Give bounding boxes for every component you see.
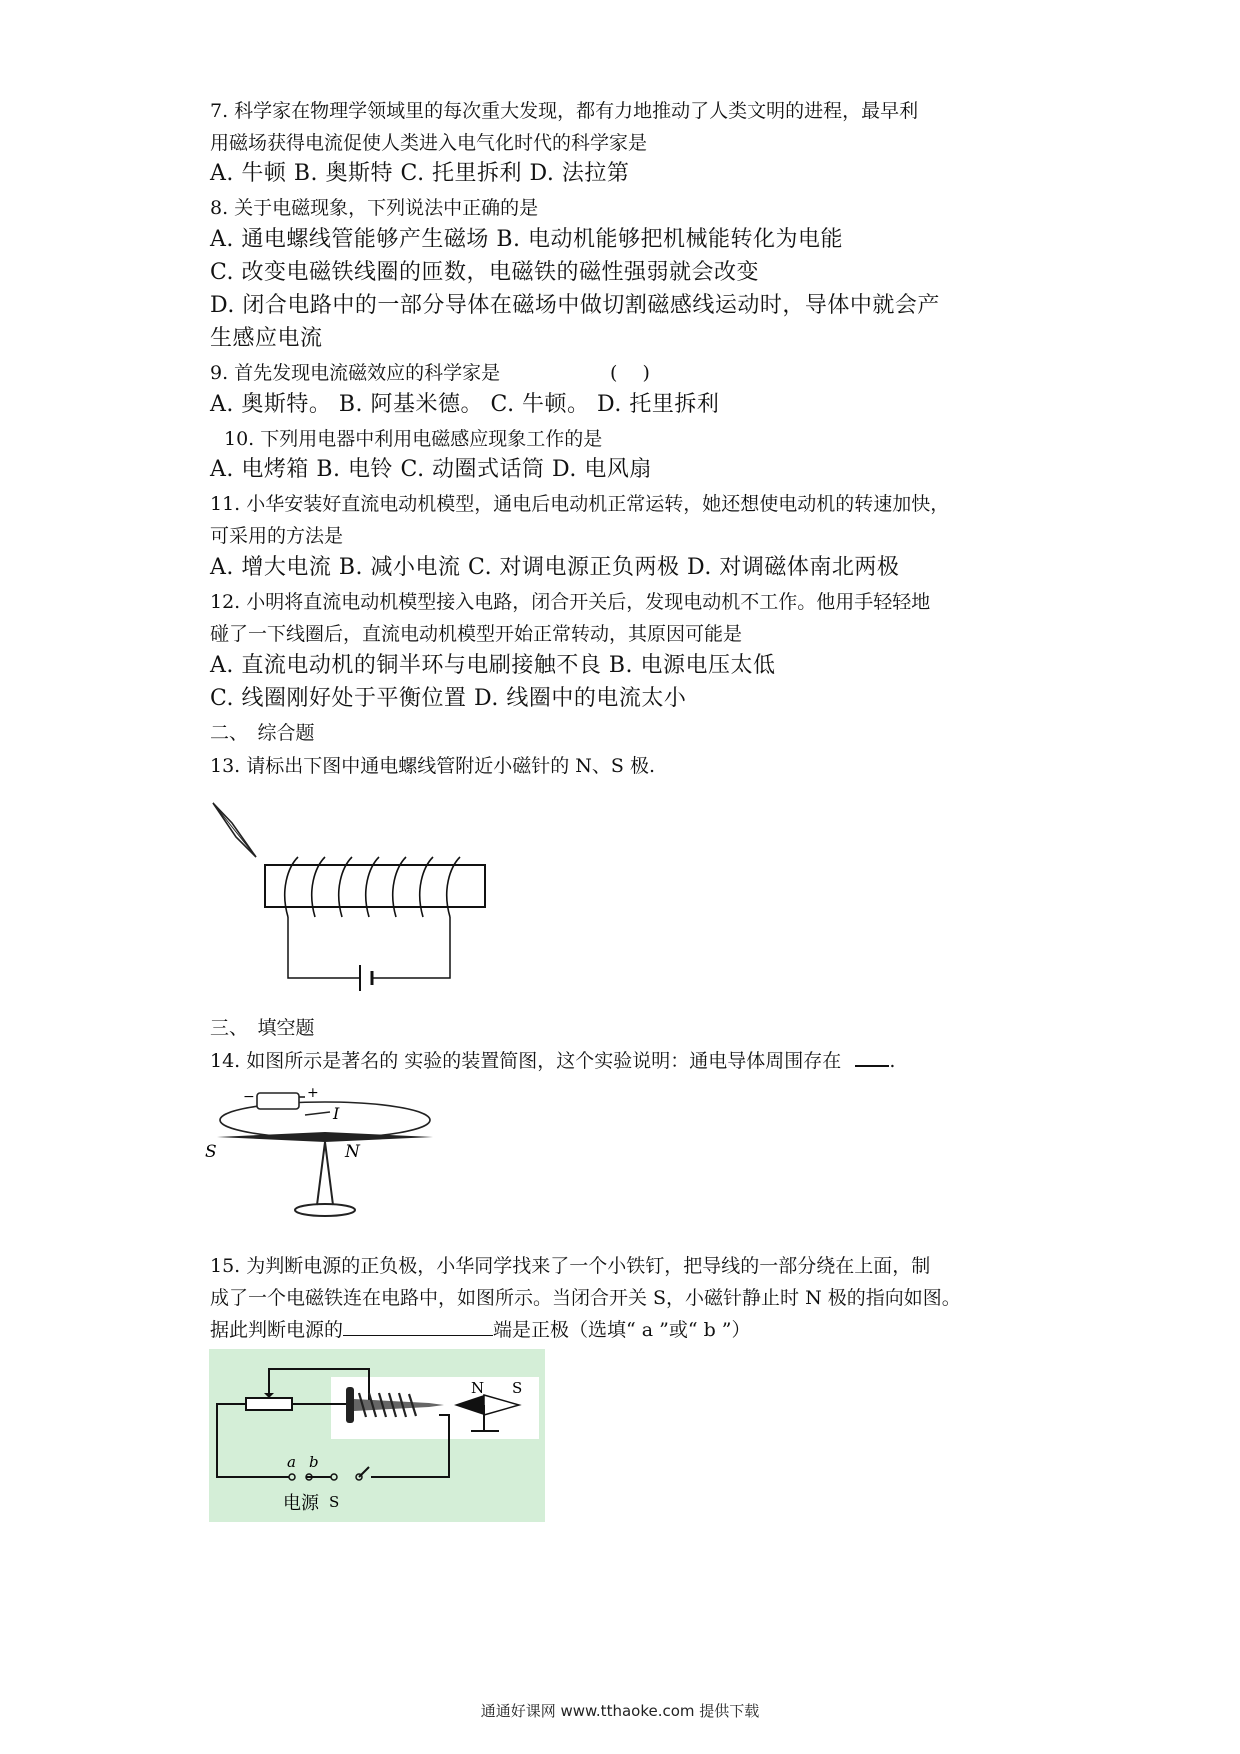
- q15-line2: 成了一个电磁铁连在电路中，如图所示。当闭合开关 S，小磁针静止时 N 极的指向如图。: [210, 1287, 961, 1309]
- q10-stem: 10. 下列用电器中利用电磁感应现象工作的是: [224, 428, 603, 450]
- q8-option-d-line2: 生感应电流: [210, 326, 323, 351]
- section-2-heading: 二、 综合题: [210, 722, 315, 744]
- q9-stem: 9. 首先发现电流磁效应的科学家是: [210, 362, 501, 384]
- q15-line1: 15. 为判断电源的正负极，小华同学找来了一个小铁钉，把导线的一部分绕在上面，制: [210, 1255, 931, 1277]
- q8-option-c: C. 改变电磁铁线圈的匝数，电磁铁的磁性强弱就会改变: [210, 260, 760, 285]
- solenoid-compass-figure: [200, 795, 500, 995]
- q7-line1: 7. 科学家在物理学领域里的每次重大发现，都有力地推动了人类文明的进程，最早利: [210, 100, 919, 122]
- q12-options-cd: C. 线圈刚好处于平衡位置 D. 线圈中的电流太小: [210, 686, 687, 711]
- q15-answer-blank[interactable]: [343, 1335, 493, 1336]
- electromagnet-circuit-figure: [209, 1349, 545, 1522]
- q10-options: A. 电烤箱 B. 电铃 C. 动圈式话筒 D. 电风扇: [210, 457, 652, 482]
- q8-option-d-line1: D. 闭合电路中的一部分导体在磁场中做切割磁感线运动时，导体中就会产: [210, 293, 940, 318]
- q15-line3: [210, 1321, 751, 1340]
- q12-line2: 碰了一下线圈后，直流电动机模型开始正常转动，其原因可能是: [210, 623, 743, 645]
- q11-line2: 可采用的方法是: [210, 525, 344, 547]
- north-pole-label: N: [345, 1142, 360, 1162]
- q8-stem: 8. 关于电磁现象，下列说法中正确的是: [210, 197, 539, 219]
- q11-line1: 11. 小华安装好直流电动机模型，通电后电动机正常运转，她还想使电动机的转速加快，: [210, 493, 950, 515]
- page-footer: 通通好课网 www.tthaoke.com 提供下载: [480, 1702, 760, 1720]
- q7-line2: 用磁场获得电流促使人类进入电气化时代的科学家是: [210, 132, 648, 154]
- south-pole-label: S: [205, 1142, 217, 1162]
- terminal-b-label: b: [309, 1453, 319, 1471]
- q12-line1: 12. 小明将直流电动机模型接入电路，闭合开关后，发现电动机不工作。他用手轻轻地: [210, 591, 931, 613]
- oersted-experiment-figure: [205, 1085, 445, 1225]
- section-3-heading: 三、 填空题: [210, 1017, 315, 1039]
- q9-options: A. 奥斯特。 B. 阿基米德。 C. 牛顿。 D. 托里拆利: [210, 392, 720, 417]
- terminal-a-label: a: [287, 1453, 296, 1471]
- q14-stem: [210, 1052, 895, 1071]
- power-source-label: 电源: [283, 1493, 319, 1514]
- current-label: I: [333, 1104, 340, 1123]
- needle-north-label: N: [471, 1379, 485, 1397]
- q9-paren: ( ): [610, 362, 650, 384]
- nail-icon: [346, 1387, 354, 1423]
- q14-stem-text: 14. 如图所示是著名的 实验的装置简图，这个实验说明：通电导体周围存在: [210, 1050, 842, 1072]
- q14-stem-end: .: [889, 1050, 896, 1072]
- q11-options: A. 增大电流 B. 减小电流 C. 对调电源正负两极 D. 对调磁体南北两极: [210, 555, 900, 580]
- q12-options-ab: A. 直流电动机的铜半环与电刷接触不良 B. 电源电压太低: [210, 653, 776, 678]
- q15-line3a: 据此判断电源的: [210, 1319, 344, 1341]
- magnetic-needle-icon: [217, 1132, 433, 1142]
- battery-icon: [257, 1093, 299, 1109]
- solenoid-rect: [265, 865, 485, 907]
- q13-stem: 13. 请标出下图中通电螺线管附近小磁针的 N、S 极.: [210, 755, 656, 777]
- q14-answer-blank[interactable]: [855, 1065, 889, 1067]
- battery-minus-label: −: [243, 1089, 255, 1105]
- switch-label: S: [329, 1493, 340, 1511]
- rheostat-icon: [246, 1398, 292, 1410]
- q15-line3b: 端是正极（选填“ a ”或“ b ”）: [493, 1319, 751, 1341]
- q7-options: A. 牛顿 B. 奥斯特 C. 托里拆利 D. 法拉第: [210, 161, 630, 186]
- needle-south-label: S: [512, 1379, 523, 1397]
- battery-plus-label: +: [307, 1085, 319, 1101]
- q8-options-ab: A. 通电螺线管能够产生磁场 B. 电动机能够把机械能转化为电能: [210, 227, 844, 252]
